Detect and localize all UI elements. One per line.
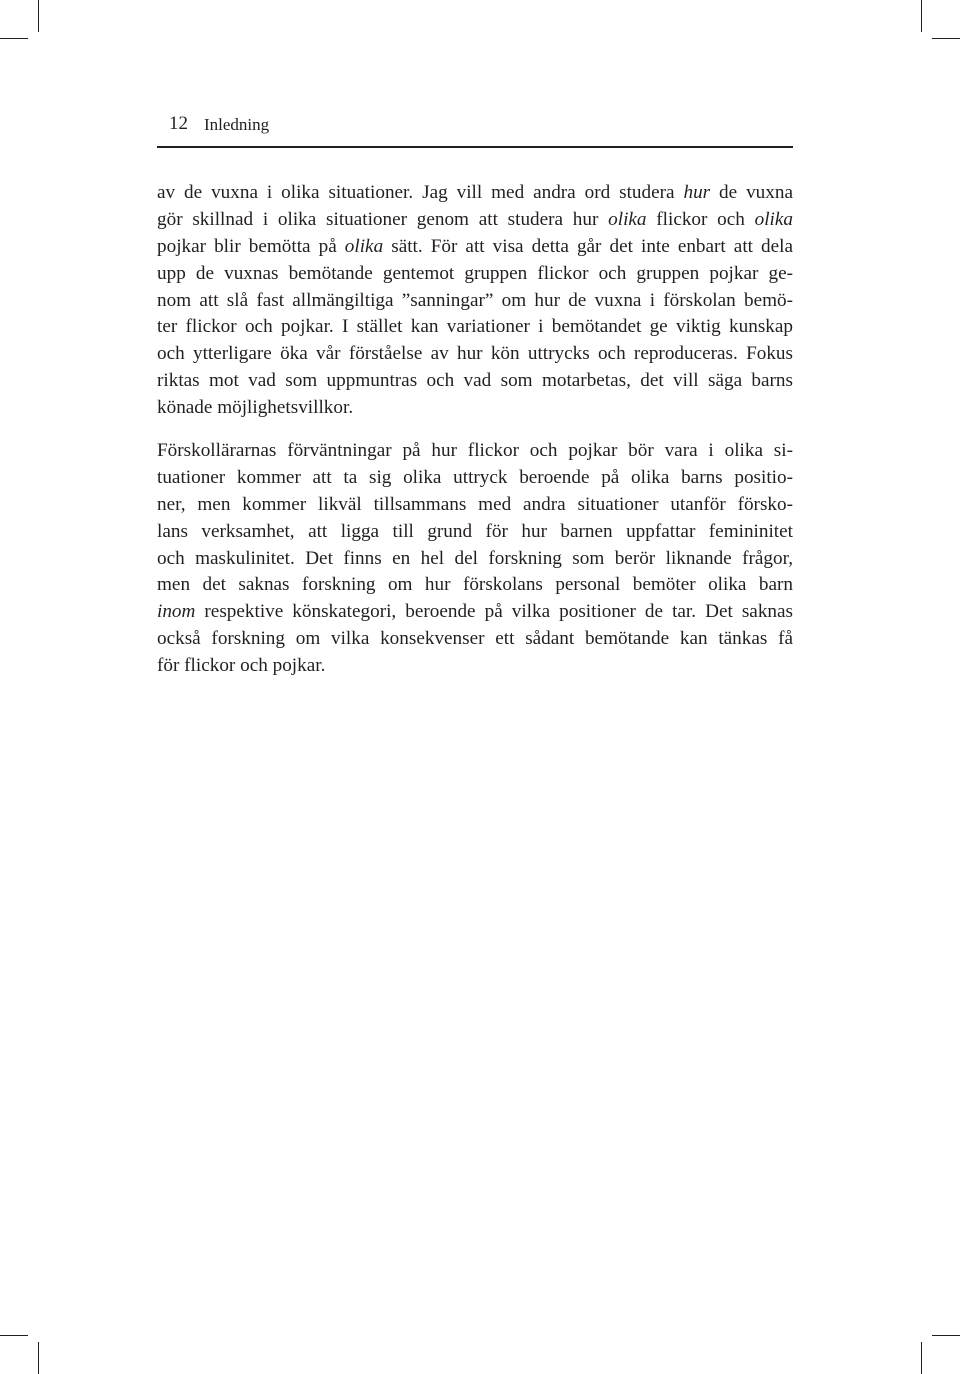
paragraph — [157, 438, 793, 680]
crop-mark-top-left-v — [38, 0, 39, 32]
crop-mark-top-right-v — [921, 0, 922, 32]
running-head — [157, 112, 793, 136]
text-line: men det saknas forskning om hur förskolans personal bemöter olika barn — [157, 574, 793, 596]
text-line: gör skillnad i olika situationer genom att studera hur olika flickor och olika — [157, 208, 793, 230]
header-rule — [157, 146, 793, 148]
text-line: av de vuxna i olika situationer. Jag vill med andra ord studera hur de vuxna — [157, 182, 793, 203]
body-text — [157, 180, 793, 680]
crop-mark-bottom-left-h — [0, 1335, 28, 1336]
italic-word: hur — [683, 182, 711, 203]
text-line: Förskollärarnas förväntningar på hur flickor och pojkar bör vara i olika si- — [157, 440, 793, 462]
text-line: ner, men kommer likväl tillsammans med andra situationer utanför försko- — [157, 493, 793, 515]
paragraph — [157, 180, 793, 422]
crop-mark-bottom-right-h — [932, 1335, 960, 1336]
crop-mark-bottom-left-v — [38, 1342, 39, 1374]
text-line: tuationer kommer att ta sig olika uttryck beroende på olika barns positio- — [157, 466, 793, 488]
text-line: pojkar blir bemötta på olika sätt. För att visa detta går det inte enbart att dela — [157, 235, 793, 257]
text-line: upp de vuxnas bemötande gentemot gruppen flickor och gruppen pojkar ge- — [157, 262, 793, 284]
crop-mark-top-left-h — [0, 38, 28, 39]
text-line: nom att slå fast allmängiltiga ”sanningar” om hur de vuxna i förskolan bemö- — [157, 289, 793, 311]
italic-word: olika — [344, 235, 384, 257]
text-line: och ytterligare öka vår förståelse av hur kön uttrycks och reproduceras. Fokus — [157, 343, 793, 365]
chapter-title: Inledning — [204, 115, 270, 134]
text-line: könade möjlighetsvillkor. — [157, 397, 354, 419]
text-line: också forskning om vilka konsekvenser ett sådant bemötande kan tänkas få — [157, 628, 793, 650]
italic-word: olika — [754, 208, 793, 230]
italic-word: inom — [157, 601, 196, 623]
text-line: för flickor och pojkar. — [157, 655, 326, 677]
crop-mark-top-right-h — [932, 38, 960, 39]
crop-mark-bottom-right-v — [921, 1342, 922, 1374]
text-line: riktas mot vad som uppmuntras och vad som motarbetas, det vill säga barns — [157, 370, 793, 392]
text-line: och maskulinitet. Det finns en hel del forskning som berör liknande frågor, — [157, 547, 793, 569]
text-line: ter flickor och pojkar. I stället kan variationer i bemötandet ge viktig kunskap — [157, 316, 793, 338]
text-line: inom respektive könskategori, beroende på vilka positioner de tar. Det saknas — [157, 601, 793, 623]
page-number: 12 — [169, 113, 188, 134]
text-line: lans verksamhet, att ligga till grund för hur barnen uppfattar femininitet — [157, 520, 793, 542]
italic-word: olika — [608, 208, 647, 230]
